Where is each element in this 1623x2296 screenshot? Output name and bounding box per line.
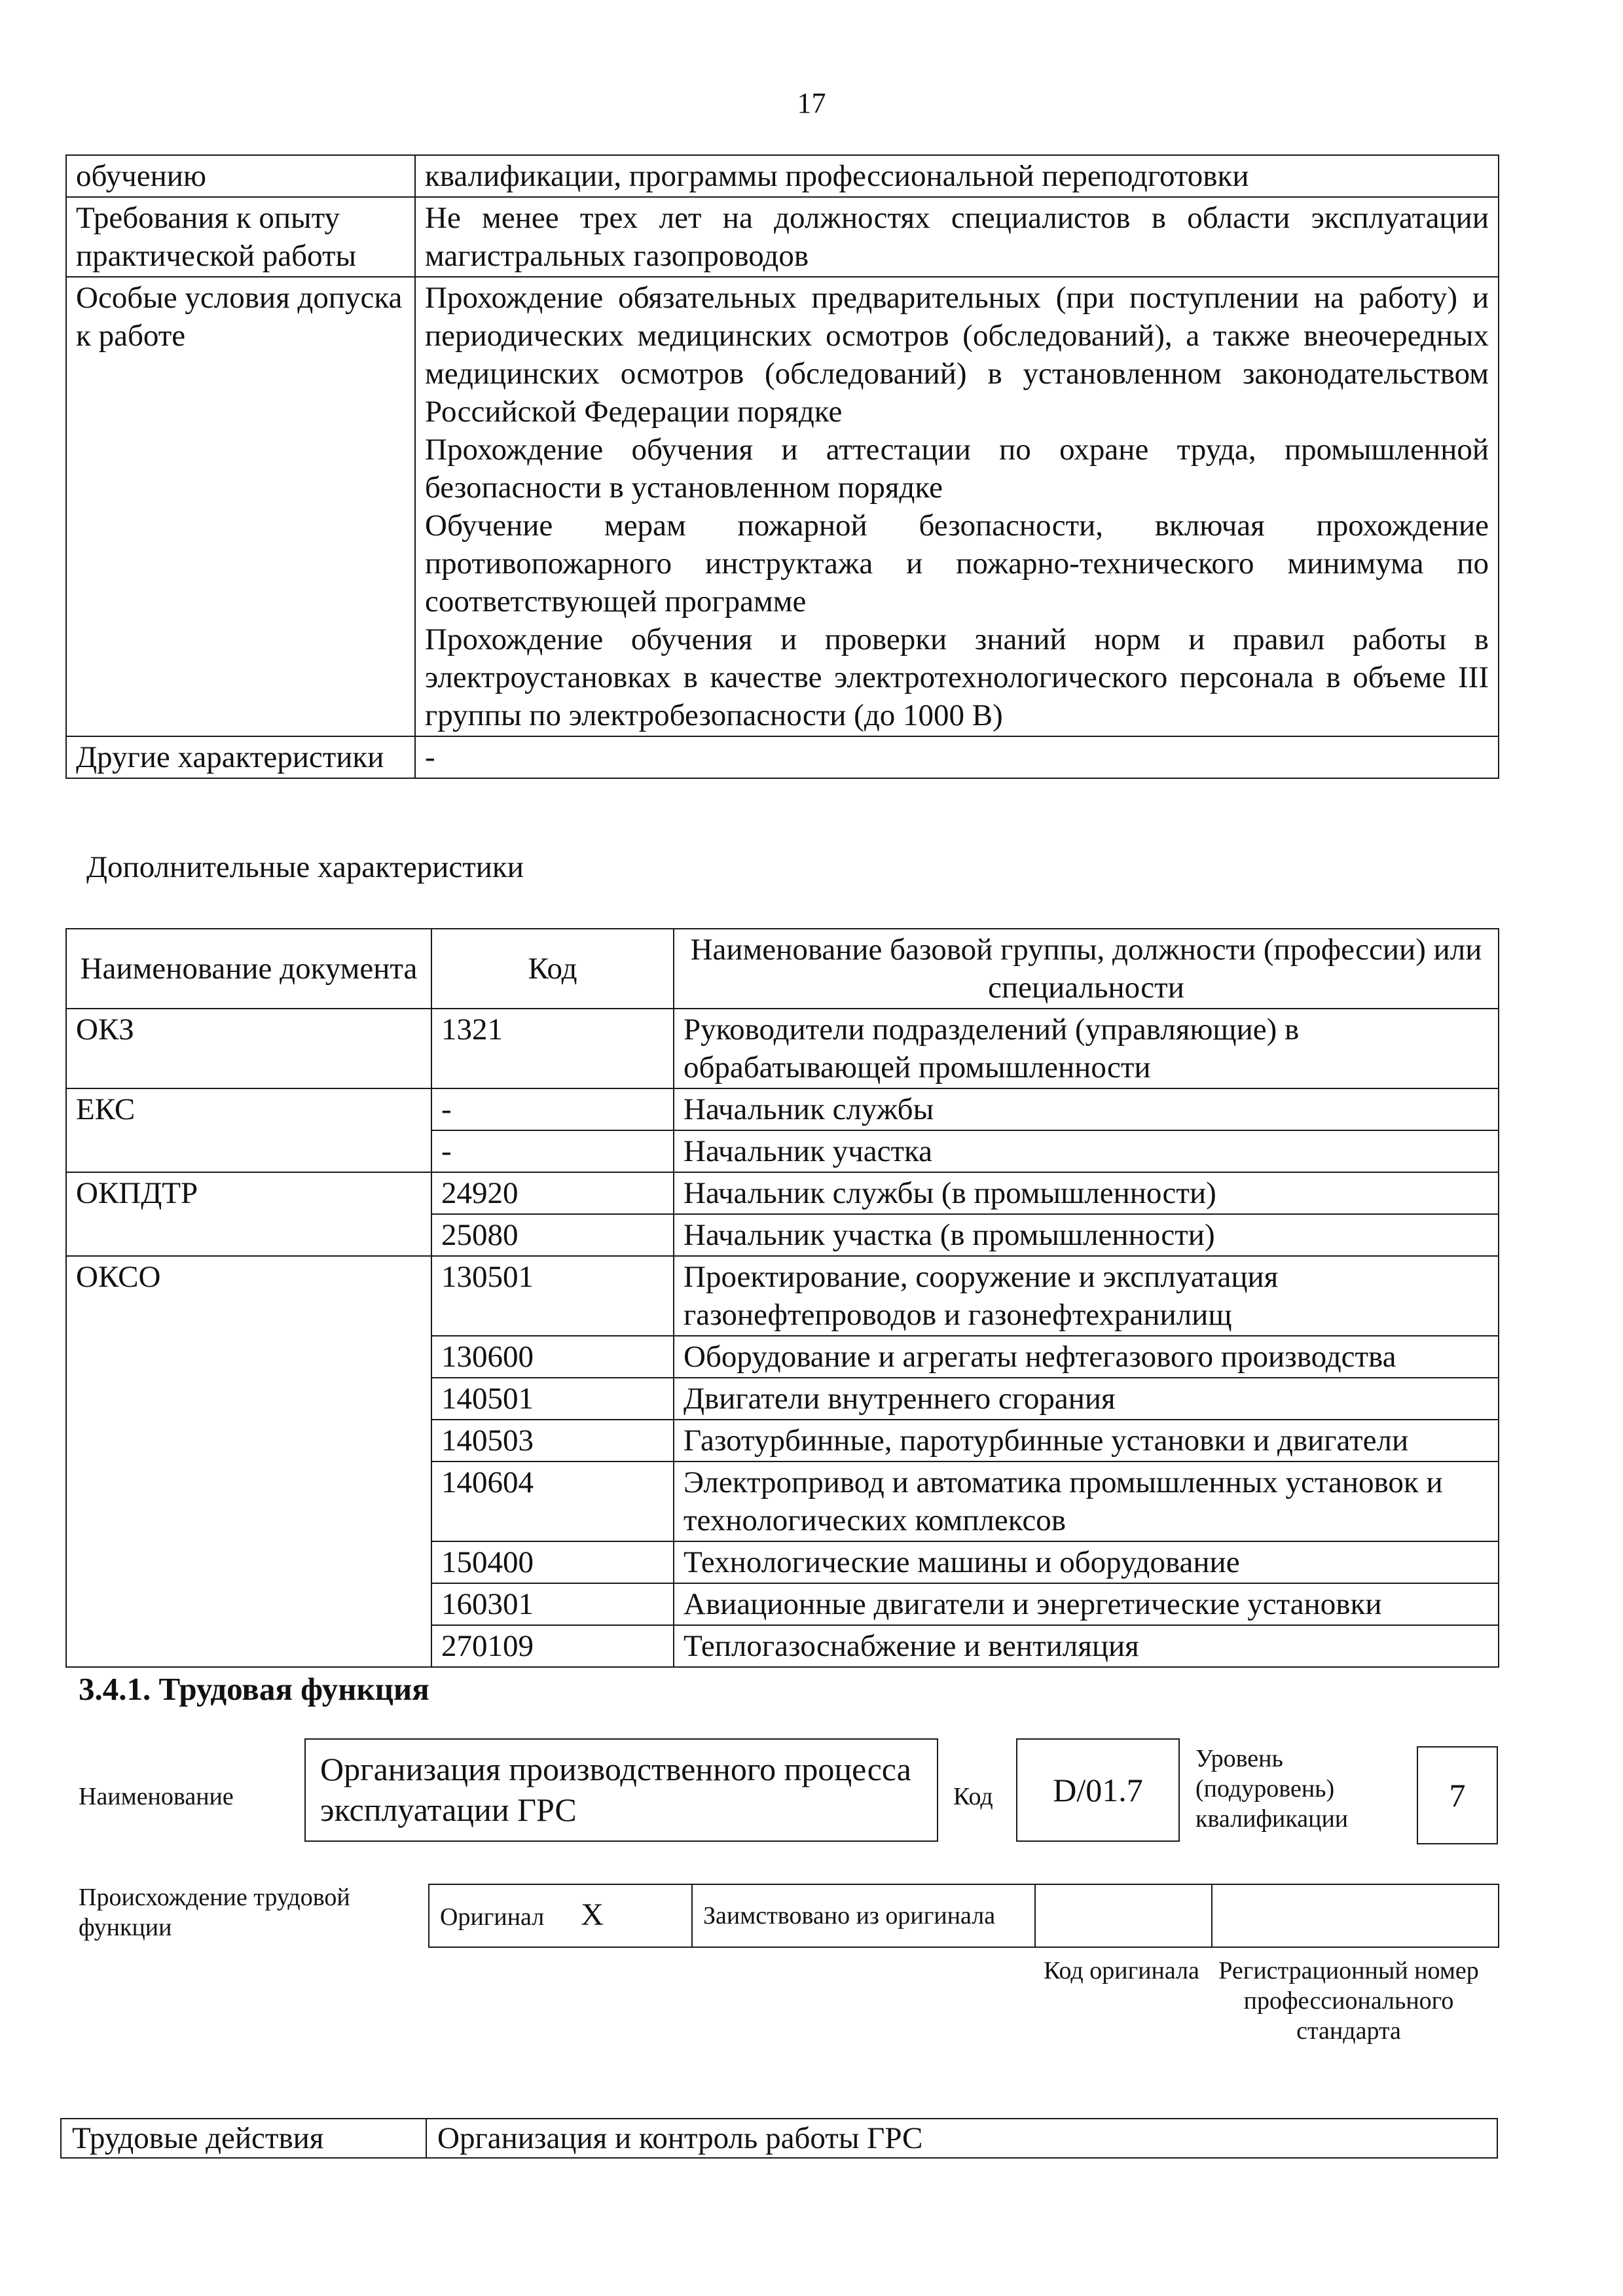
group-name-cell: Начальник службы (в промышленности) (674, 1172, 1499, 1214)
group-name-cell: Электропривод и автоматика промышленных установок и технологических комплексов (674, 1462, 1499, 1541)
requirements-table (65, 154, 1499, 779)
registration-number-cell (1212, 1884, 1499, 1947)
header-document-name: Наименование документа (66, 929, 431, 1009)
document-name-cell: ОКСО (66, 1256, 431, 1667)
group-name-cell: Авиационные двигатели и энергетические установки (674, 1583, 1499, 1625)
document-name-cell: ОКПДТР (66, 1172, 431, 1256)
origin-table (428, 1884, 1499, 1948)
group-name-cell: Начальник участка (674, 1130, 1499, 1172)
code-cell: 24920 (431, 1172, 674, 1214)
group-name-cell: Начальник службы (674, 1088, 1499, 1130)
group-name-cell: Газотурбинные, паротурбинные установки и двигатели (674, 1420, 1499, 1462)
requirement-row (66, 155, 1499, 197)
requirement-paragraph: Прохождение обязательных предварительных (при поступлении на работу) и периодических медицинских осмотров (обследований), а также внеочередных медицинских осмотров (обследований) в установленном законодательством Российской Федерации порядке (425, 281, 1489, 429)
group-name-cell: Теплогазоснабжение и вентиляция (674, 1625, 1499, 1667)
requirement-value (415, 155, 1499, 197)
requirement-paragraph: Прохождение обучения и аттестации по охране труда, промышленной безопасности в установленном порядке (425, 433, 1489, 505)
code-cell: 130501 (431, 1256, 674, 1336)
original-label: Оригинал (440, 1903, 545, 1931)
code-cell: - (431, 1088, 674, 1130)
original-code-caption: Код оригинала (1044, 1957, 1199, 1984)
group-name-cell: Технологические машины и оборудование (674, 1541, 1499, 1583)
additional-characteristics-heading: Дополнительные характеристики (86, 850, 524, 884)
document-name-cell: ЕКС (66, 1088, 431, 1172)
table-row (66, 1256, 1499, 1336)
code-cell: 140503 (431, 1420, 674, 1462)
table-row (66, 1009, 1499, 1088)
requirement-row (66, 736, 1499, 778)
code-label: Код (953, 1783, 993, 1810)
requirement-value (415, 277, 1499, 736)
code-cell: 270109 (431, 1625, 674, 1667)
code-cell: 140604 (431, 1462, 674, 1541)
table-row (66, 1172, 1499, 1214)
code-cell: 130600 (431, 1336, 674, 1378)
requirement-label: Требования к опыту практической работы (66, 197, 415, 277)
group-name-cell: Руководители подразделений (управляющие) в обрабатывающей промышленности (674, 1009, 1499, 1088)
function-name-box: Организация производственного процесса эксплуатации ГРС (304, 1738, 938, 1842)
requirement-label: Особые условия допуска к работе (66, 277, 415, 736)
header-group-name: Наименование базовой группы, должности (профессии) или специальности (674, 929, 1499, 1009)
requirement-paragraph: - (425, 740, 435, 774)
group-name-cell: Начальник участка (в промышленности) (674, 1214, 1499, 1256)
function-code-box: D/01.7 (1016, 1738, 1180, 1842)
group-name-cell: Оборудование и агрегаты нефтегазового производства (674, 1336, 1499, 1378)
requirement-label: обучению (66, 155, 415, 197)
code-cell: - (431, 1130, 674, 1172)
section-title: 3.4.1. Трудовая функция (79, 1671, 429, 1707)
code-cell: 25080 (431, 1214, 674, 1256)
table-row (66, 1088, 1499, 1130)
table-header-row (66, 929, 1499, 1009)
requirement-label: Другие характеристики (66, 736, 415, 778)
requirement-value (415, 736, 1499, 778)
qualification-level-label: Уровень (подуровень) квалификации (1195, 1745, 1349, 1833)
registration-number-caption: Регистрационный номер профессионального стандарта (1218, 1957, 1479, 2045)
requirement-row (66, 197, 1499, 277)
header-code: Код (431, 929, 674, 1009)
requirement-row (66, 277, 1499, 736)
original-mark: X (581, 1897, 604, 1932)
additional-characteristics-table (65, 928, 1499, 1668)
code-cell: 160301 (431, 1583, 674, 1625)
labor-actions-value: Организация и контроль работы ГРС (426, 2119, 1497, 2158)
labor-actions-label: Трудовые действия (61, 2119, 426, 2158)
borrowed-label: Заимствовано из оригинала (692, 1884, 1035, 1947)
requirement-paragraph: Обучение мерам пожарной безопасности, включая прохождение противопожарного инструктажа и пожарно-технического минимума по соответствующей программе (425, 509, 1489, 619)
original-cell (429, 1884, 692, 1947)
document-name-cell: ОКЗ (66, 1009, 431, 1088)
function-origin-label: Происхождение трудовой функции (79, 1884, 350, 1941)
code-cell: 140501 (431, 1378, 674, 1420)
group-name-cell: Двигатели внутреннего сгорания (674, 1378, 1499, 1420)
original-code-cell (1035, 1884, 1212, 1947)
group-name-cell: Проектирование, сооружение и эксплуатация газонефтепроводов и газонефтехранилищ (674, 1256, 1499, 1336)
qualification-level-box: 7 (1417, 1746, 1498, 1844)
page-number: 17 (797, 87, 826, 119)
code-cell: 1321 (431, 1009, 674, 1088)
labor-actions-table (60, 2118, 1498, 2159)
requirement-paragraph: Не менее трех лет на должностях специалистов в области эксплуатации магистральных газопроводов (425, 201, 1489, 273)
requirement-paragraph: Прохождение обучения и проверки знаний норм и правил работы в электроустановках в качестве электротехнологического персонала в объеме III группы по электробезопасности (до 1000 В) (425, 622, 1489, 732)
requirement-value (415, 197, 1499, 277)
code-cell: 150400 (431, 1541, 674, 1583)
name-label: Наименование (79, 1783, 234, 1810)
requirement-paragraph: квалификации, программы профессиональной переподготовки (425, 159, 1249, 193)
